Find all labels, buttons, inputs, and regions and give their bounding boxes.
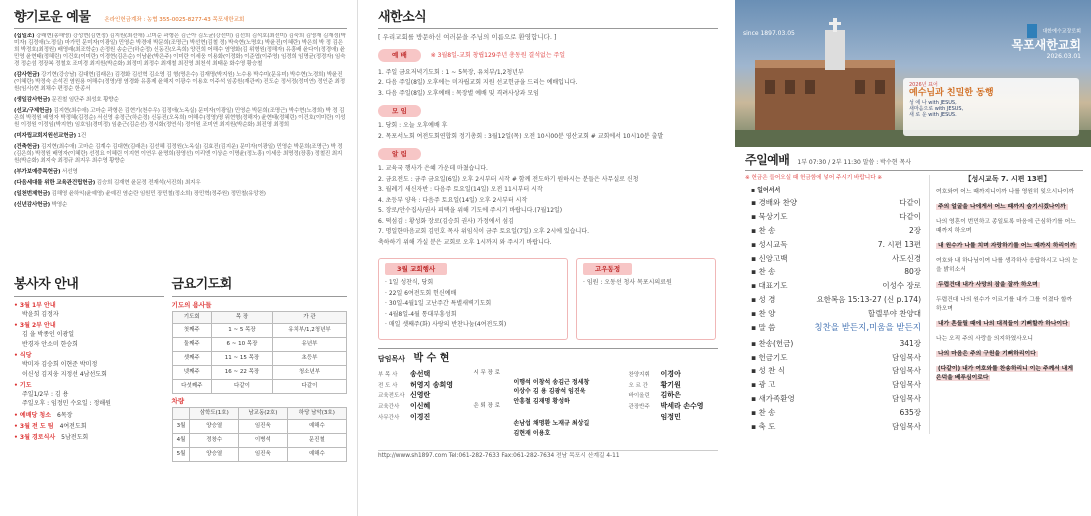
table-cell: 다같이 — [212, 379, 273, 393]
order-value: 담임목사 — [892, 352, 921, 362]
staff-role: 관장반주 — [628, 404, 650, 411]
order-item — [745, 238, 921, 252]
table-cell: 둘째주 — [172, 337, 211, 351]
order-value: 담임목사 — [892, 421, 921, 431]
service-item — [14, 422, 164, 431]
service-text: 4여전도회 — [59, 423, 87, 431]
list-item: 1. 당회 : 오늘 오후예배 후 — [378, 122, 448, 130]
table-cell: 임진욱 — [239, 419, 288, 433]
church-banner — [735, 0, 1091, 147]
order-time: 1부 07:30 / 2부 11:30 말씀 : 박수현 목사 — [797, 159, 912, 166]
order-item — [745, 279, 921, 293]
reading-text: 주의 얼굴을 나에게서 어느 때까지 숨기시겠나이까 — [938, 203, 1066, 210]
table-row — [172, 351, 346, 365]
offering-names: 박영순 — [51, 201, 68, 208]
reading-text: 두렵건대 나의 원수가 이르기를 내가 그를 이겼다 할까 하오며 — [936, 296, 1073, 312]
order-item — [745, 406, 921, 420]
service-text: 박미자 김승희 이현준 박미정 이신성 김지웅 지정선 4남선도회 — [22, 361, 107, 378]
service-section — [14, 277, 164, 461]
table-cell: 16 ~ 22 목장 — [212, 365, 273, 379]
table-cell: 문진철 — [287, 433, 346, 447]
reading-line — [936, 218, 1079, 236]
table-cell: 11 ~ 15 목장 — [212, 351, 273, 365]
table-header: 가 관 — [272, 311, 346, 323]
car-table — [172, 407, 347, 462]
order-label: ▪ 신앙고백 — [751, 253, 788, 263]
list-item: 3. 다음 주일(8일) 오후예배 : 목장별 예배 및 격려사상과 모임 — [378, 89, 539, 97]
reading-text: 나의 마음은 주의 구원을 기뻐하리이다 — [938, 350, 1036, 357]
news-column — [364, 0, 726, 516]
order-item — [745, 293, 921, 307]
worship-note: ※ 3월8일-교회 창립129주년 총동원 결석없는 주일 — [430, 52, 566, 60]
staff-name: 송선택 — [410, 369, 431, 378]
order-label: ▪ 광 고 — [751, 380, 776, 390]
list-item: 6. 떡섬김 : 황성화 장로(김승희 권사) 가정에서 섬김 — [378, 217, 514, 225]
order-item — [745, 364, 921, 378]
meet-list — [378, 121, 718, 142]
table-cell: 넷째주 — [172, 365, 211, 379]
visit-list — [583, 278, 709, 289]
table-cell: 예해수 — [287, 419, 346, 433]
offering-label: (미자립교회지원선교헌금) — [14, 133, 76, 140]
offering-account: 온라인헌금계좌 : 농협 355-0025-8277-43 목포새한교회 — [104, 17, 245, 23]
order-value: 635장 — [899, 408, 921, 418]
staff-row — [378, 390, 467, 401]
staff-name: 임정민 — [660, 413, 681, 422]
table-header: 남교동(2호) — [239, 407, 288, 419]
staff-role: 오 르 간 — [628, 382, 648, 389]
table-row — [172, 365, 346, 379]
church-name: 목포새한교회 — [1011, 38, 1081, 52]
motto: 예수님과 친밀한 동행 — [909, 88, 994, 99]
reading-text: 나의 영혼이 번민하고 종일토록 마음에 근심하기를 어느 때까지 하오며 — [936, 218, 1076, 234]
order-item — [745, 392, 921, 406]
staff-name: 신영란 — [410, 391, 431, 400]
staff-name: 이신혜 — [410, 402, 431, 411]
list-item: · 4월8일-4월 통대부흥성회 — [385, 310, 457, 318]
order-label: ▪ 일어서서 — [751, 186, 781, 194]
offering-list — [14, 33, 347, 271]
order-label: ▪ 찬 송 — [751, 267, 776, 277]
order-value: 요한복음 15:13-27 (신 p.174) — [816, 295, 921, 305]
staff-name: 김하은 — [660, 391, 681, 400]
offering-label: (부가보예증목헌금) — [14, 169, 61, 175]
service-text: 박윤희 김정자 — [22, 310, 59, 318]
table-header: 하당 남악(3호) — [287, 407, 346, 419]
table-cell: 정창수 — [190, 433, 239, 447]
service-head: • 3월 2부 안내 — [14, 322, 56, 330]
offering-label: (다음세대를 위한 교육관건립헌금) — [14, 179, 96, 186]
service-text: 5남전도회 — [61, 434, 89, 442]
service-item — [14, 321, 164, 349]
table-cell: 첫째주 — [172, 323, 211, 337]
service-item — [14, 411, 164, 420]
order-value: 이성수 장로 — [882, 281, 921, 291]
events-label: 3월 교회행사 — [385, 263, 447, 275]
reading-text: (다같이) 내가 여호와를 찬송하리니 이는 주께서 내게 은덕을 베푸심이로다 — [936, 365, 1074, 381]
offering-group — [14, 169, 347, 176]
staff-role: 바이올린 — [628, 393, 650, 400]
order-label: ▪ 찬 양 — [751, 309, 776, 319]
staff-row — [378, 401, 467, 412]
bottom-row — [14, 277, 347, 461]
table-header — [172, 407, 190, 419]
list-item: · 22일 6여전도회 헌신예배 — [385, 289, 457, 297]
order-item — [745, 321, 921, 337]
staff-role: 교육간사 — [378, 404, 400, 411]
offering-column — [0, 0, 358, 516]
reading-list — [936, 188, 1079, 383]
order-item — [745, 196, 921, 210]
table-cell: 다섯째주 — [172, 379, 211, 393]
elders — [473, 369, 622, 447]
since-text: since 1897.03.05 — [743, 30, 795, 37]
order-value: 담임목사 — [892, 394, 921, 404]
list-item: · 30일-4월1일 고난주간 특별새벽기도회 — [385, 300, 492, 308]
table-row — [172, 323, 346, 337]
table-cell: 초등부 — [272, 351, 346, 365]
elders-label: 시 무 장 로 — [473, 369, 500, 376]
news-intro: [ 우리교회를 방문하신 여러분을 주님의 이름으로 환영합니다. ] — [378, 33, 557, 42]
order-value: 80장 — [904, 267, 921, 277]
staff-name: 박세라 손수영 — [660, 402, 704, 411]
table-header: 기도회 — [172, 311, 211, 323]
offering-label: (십일조) — [14, 33, 35, 40]
order-item — [745, 185, 921, 196]
table-cell: 청소년부 — [272, 365, 346, 379]
order-label: ▪ 찬 송 — [751, 225, 776, 235]
service-title: 봉사자 안내 — [14, 277, 79, 293]
reading-line — [936, 296, 1079, 314]
table-cell: 양승열 — [190, 447, 239, 461]
service-text: 주일1/2부 : 김 용 주일오후 : 임정민 수요일 : 정해원 — [22, 391, 111, 408]
staff-row — [378, 380, 467, 391]
staff-name: 이경진 — [410, 413, 431, 422]
table-cell: 양승열 — [190, 419, 239, 433]
reading-line — [936, 335, 1079, 344]
service-item — [14, 301, 164, 320]
offering-label: (감사헌금) — [14, 72, 40, 79]
visit-box — [576, 258, 716, 340]
offering-names: 김지현(최수애) 고마순 김계수 김대현(김래은) 김선혜 김정원(노옥실) 김효진(김지운) 문미자(이광일) 민영순 박문희(조명근) 박 정(김은희) 박정원 배영자(이혜란) 선정요 이혜린 이지현 이연우 윤명희(장영선) 이리엔 이상순 이명윤(정노흥) 이세응 최명정(장흥) 정철진 최지원(박순화) 최지숙 최정규 최지우 최수영 황향순 — [14, 144, 343, 165]
list-item: 7. 명일한마음교회 김민호 목사 위임식이 금주 토요일(7일) 오후 2시에 있습니다. 축하하기 위해 가실 분은 교회로 오후 1시까지 와 주시기 바랍니다. — [378, 228, 589, 246]
order-item — [745, 337, 921, 351]
list-item: 3. 월례기 새신자반 : 다음주 토요일(14일) 오전 11시부터 시작 — [378, 186, 543, 194]
friday-table — [172, 311, 347, 394]
list-item: 1. 교육국 행사가 은혜 가운데 마쳤습니다. — [378, 165, 488, 173]
list-item: 1. 주일 금요저녁기도회 : 1 ~ 5목장, 유치부/1,2청년부 — [378, 68, 524, 76]
retired-names: 손남섭 채명환 노재규 최상길 김현재 이용호 — [513, 420, 590, 437]
reading-text: 내가 흔들릴 때에 나의 대적들이 기뻐할까 하나이다 — [938, 320, 1068, 327]
service-item — [14, 351, 164, 379]
staff-row — [629, 401, 718, 412]
order-item — [745, 224, 921, 238]
list-item: · 1일 성찬식, 당회 — [385, 279, 434, 287]
notice-list — [378, 164, 718, 248]
table-cell: 셋째주 — [172, 351, 211, 365]
meet-pill: 모 임 — [378, 105, 421, 117]
table-cell: 6 ~ 10 목장 — [212, 337, 273, 351]
service-head: • 3월 1부 안내 — [14, 301, 56, 309]
retired-label: 은 퇴 장 로 — [473, 402, 500, 409]
pastor-name: 박 수 현 — [413, 353, 450, 365]
table-row — [172, 447, 346, 461]
order-item — [745, 420, 921, 434]
staff-row — [629, 380, 718, 391]
order-label: ▪ 대표기도 — [751, 281, 788, 291]
staff-row — [378, 369, 467, 380]
offering-names: 강래현(송해영) 강성현(김현정) 김지원(최선애) 고미순 곽형은 김근아 김도균(강선미) 김선희 김석호(최선미) 김숙희 김영재 김재정(박미자) 김정애(노정실) 마가민 문미자(이광일) 민영순 박경애 박문희(조명근) 박선현(김철 정) 박숙현(노명호) 박윤진(이혜란) 박은희 박 정 김은희 박정호(최정원) 배영래(최조학순) 손정원 송순근(하순정) 신동진(오옥희) 양건희 어해수 염영화(김 위형원(정해자) 유흥배 윤다이(정경애) 윤민영 윤현태(정혜린) 이건호(이미란) 이경현(김은순) 이남윤(박은주) 이미란 이세웅 이용화(이정화) 이준엽(이주영) 임경희 임명균(정경자) 임숙경 정순섬 정장복 정철호 조미경 최지원(박순화) 최정미 최정수 최재철 최진영 최천석 최태운 화수영 황승철 — [14, 33, 346, 68]
order-item — [745, 252, 921, 266]
order-item — [745, 378, 921, 392]
staff-name: 황기원 — [660, 380, 681, 389]
table-row — [172, 419, 346, 433]
list-item: 2. 목포서노회 여전도회연합회 정기총회 : 3월12일(목) 오전 10시00분 영산교회 # 교회에서 10시10분 출발 — [378, 132, 664, 140]
staff-role: 사무간사 — [378, 415, 400, 422]
order-value: 칭찬을 받든지,미움을 받든지 — [814, 322, 921, 333]
reading-line — [936, 188, 1079, 197]
offering-names: 1건 — [77, 133, 87, 140]
offering-label: (일천번제헌금) — [14, 190, 50, 197]
order-value: 2장 — [908, 225, 921, 235]
reading-text: 내 원수가 나를 치며 자랑하기를 어느 때까지 하리이까 — [938, 242, 1076, 249]
order-label: ▪ 찬 송 — [751, 408, 776, 418]
staff-list — [378, 369, 467, 447]
visit-label: 고우동정 — [583, 263, 632, 275]
service-head: • 3월 전 도 팀 — [14, 423, 54, 431]
order-item — [745, 351, 921, 365]
list-item: 5. 장로/안수집사/권사 피택을 위해 기도에 주시기 바랍니다.(7월12일) — [378, 207, 563, 215]
order-label: ▪ 묵상기도 — [751, 211, 788, 221]
table-header: 목 장 — [212, 311, 273, 323]
offering-note: ※ 헌금은 들어오실 때 헌금함에 넣어 주시기 바랍니다 ※ — [745, 175, 883, 181]
table-cell: 5월 — [172, 447, 190, 461]
offering-group — [14, 108, 347, 129]
service-text: 6목장 — [57, 411, 73, 419]
offering-label: (신년감사헌금) — [14, 201, 50, 208]
order-label: ▪ 새가족환영 — [751, 394, 795, 404]
church-denomination: 대한예수교장로회 — [1042, 28, 1081, 35]
staff-role: 전 도 사 — [378, 382, 398, 389]
order-value: 담임목사 — [892, 366, 921, 376]
table-header: 삼학도(1호) — [190, 407, 239, 419]
staff-role: 찬양지휘 — [628, 371, 650, 378]
table-cell: 4월 — [172, 433, 190, 447]
offering-label: (건축헌금) — [14, 144, 40, 151]
staff-role: 부 목 사 — [378, 371, 398, 378]
events-row — [378, 258, 718, 340]
offering-label: (생일감사헌금) — [14, 97, 50, 104]
reading-line — [936, 257, 1079, 275]
notice-pill: 알 림 — [378, 148, 421, 160]
list-item: 2. 금요전도 : 금주 금요일(6일) 오후 2시부터 시작 # 함께 전도하기 원하시는 분들은 사무실로 신청 — [378, 175, 639, 183]
offering-header — [14, 10, 347, 29]
events-list — [385, 278, 561, 331]
staff-row — [629, 390, 718, 401]
offering-names: 강기현(강승남) 김대현(김래은) 김경화 김선혁 김소영 김 형(명은수) 김재명(박지원) 노수용 박수미(문유미) 박수현(노경희) 박윤진(이혜란) 박정숙 손석진 염원용 어해수(정영)명 염경화 유흥제 윤해지 이광수 이용호 이주석 임종원(재관씨) 진도순 정서정(정미연) 정인준 최정원(임사)현 최채수 편정순 한종서 — [14, 72, 345, 93]
reading-line — [936, 320, 1079, 329]
table-cell: 유년부 — [272, 337, 346, 351]
order-item — [745, 210, 921, 224]
order-header — [745, 153, 1083, 171]
motto-line-2: 새마음으로 with JESUS, — [909, 105, 964, 112]
table-row — [172, 379, 346, 393]
order-label: ▪ 찬송(헌금) — [751, 338, 794, 348]
offering-group — [14, 180, 347, 187]
car-subtitle: 차량 — [171, 396, 185, 405]
staff-name: 허영지 송희영 — [410, 380, 454, 389]
offering-group — [14, 133, 347, 140]
motto-line-1: 성 에 나 with JESUS, — [909, 99, 957, 106]
offering-group — [14, 33, 347, 68]
service-item — [14, 381, 164, 409]
elders-names: 이행석 이창석 송김근 정세창 이상수 김 용 김광석 임진욱 안흥철 김재명 황성하 — [513, 379, 590, 405]
staff-name: 이경아 — [660, 369, 681, 378]
order-label: ▪ 경배와 찬양 — [751, 198, 798, 208]
friday-section — [172, 277, 347, 461]
staff-row — [629, 369, 718, 380]
friday-subtitle: 기도의 용사들 — [171, 300, 212, 309]
staff-row — [629, 412, 718, 423]
list-item: · 임원 : 오동선 청사 목포시의료원 — [583, 279, 672, 287]
order-value: 다같이 — [899, 211, 921, 221]
motto-box — [903, 78, 1079, 136]
service-head: • 예배당 청소 — [14, 411, 51, 419]
service-head: • 기도 — [14, 381, 32, 389]
offering-label: (선교/구제헌금) — [14, 108, 52, 115]
bulletin-date: 2026.03.01 — [1046, 53, 1081, 60]
friday-title: 금요기도회 — [171, 277, 232, 293]
service-text: 김 을 박종인 이광일 반경자 안소미 한승희 — [22, 331, 78, 348]
order-label: ▪ 축 도 — [751, 421, 776, 431]
table-cell: 예해수 — [287, 447, 346, 461]
order-value: 사도신경 — [892, 253, 921, 263]
table-cell: 3월 — [172, 419, 190, 433]
reading-line — [936, 365, 1079, 383]
motto-line-3: 새 로 운 with JESUS. — [909, 112, 957, 118]
service-list — [14, 301, 164, 443]
order-value: 7. 시편 13편 — [877, 239, 921, 249]
offering-group — [14, 144, 347, 165]
service-head: • 식당 — [14, 351, 32, 359]
cover-column — [735, 0, 1091, 516]
reading-text: 여호와여 어느 때까지니이까 나를 영원히 잊으시나이까 — [936, 188, 1075, 195]
offering-names: 서선영 — [61, 169, 78, 175]
reading-line — [936, 281, 1079, 290]
offering-names: 김지현(최수애) 고마순 곽형은 김현기(천수우) 김정애(노옥실) 문미자(이광일) 민영순 박문희(조명근) 박수현(노경희) 박 정 김은희 박정원 배영자 박정혜(김정순) 서신영 송정근(하순정) 신동진(오옥희) 어해수(정영)명 위현형(정해자) 윤현태(정혜린) 이건호(이미란) 이성원 이정원 이정임(박지현) 임호임(경미정) 임춘근(김순선) 정시화(정연식) 정이원 조미연 최지원(박순화) 최진영 최정희 — [14, 108, 346, 129]
table-cell: 1 ~ 5 목장 — [212, 323, 273, 337]
order-title: 주일예배 — [745, 153, 790, 167]
offering-names: 김해영 윤하익(윤예영) 윤예진 염순란 임원민 장민철(정소희) 장민혁(정주원) 정민철(유앙천) — [51, 190, 266, 197]
offering-names: 문진철 임단주 최성호 황향순 — [51, 97, 119, 104]
reading-text: 나는 오직 주의 사랑을 의지하였사오니 — [936, 335, 1033, 342]
service-head: • 3월 경로식사 — [14, 434, 56, 442]
order-label: ▪ 말 씀 — [751, 322, 776, 332]
offering-group — [14, 191, 347, 198]
list-item: 2. 다음 주일(8일) 오후에는 미자립교회 지원 선교헌금을 드리는 예배입니다. — [378, 79, 578, 86]
order-label: ▪ 성 찬 식 — [751, 366, 785, 376]
offering-group — [14, 72, 347, 93]
events-box — [378, 258, 568, 340]
order-label: ▪ 성 경 — [751, 295, 776, 305]
footer-contact: http://www.sh1897.com Tel:061-282-7633 Fax:061-282-7634 전남 목포시 산계길 4-11 — [378, 450, 718, 460]
table-cell: 임진욱 — [239, 447, 288, 461]
reading-line — [936, 203, 1079, 212]
reading-title: 【성시교독 7. 시편 13편】 — [964, 175, 1051, 183]
offering-title: 향기로운 예물 — [14, 10, 91, 25]
offering-names: 김승희 김재현 윤문정 전재석(서진희) 최지우 — [96, 179, 201, 186]
reading-line — [936, 350, 1079, 359]
table-cell: 이병석 — [239, 433, 288, 447]
table-row — [172, 433, 346, 447]
order-label: ▪ 성시교독 — [751, 239, 788, 249]
order-item — [745, 307, 921, 321]
staff-row — [378, 412, 467, 423]
offering-group — [14, 202, 347, 209]
service-item — [14, 433, 164, 442]
order-value: 할렐루야 찬양대 — [867, 309, 921, 319]
staff-section — [378, 348, 718, 460]
order-label: ▪ 헌금기도 — [751, 352, 788, 362]
reading-text: 여호와 내 하나님이여 나를 생각하사 응답하시고 나의 눈을 밝히소서 — [936, 257, 1078, 273]
music-staff — [629, 369, 718, 447]
reading-line — [936, 242, 1079, 251]
motto-year: 2026년 표어 — [909, 82, 938, 88]
reading-text: 두렵건대 내가 사망의 잠을 잘까 하오며 — [938, 281, 1038, 288]
news-title: 새한소식 — [378, 10, 427, 25]
list-item: 4. 초등부 양육 : 다음주 토요일(14일) 오후 2시부터 시작 — [378, 196, 528, 204]
order-value: 담임목사 — [892, 380, 921, 390]
worship-pill: 예 배 — [378, 49, 421, 61]
table-cell: 유치부/1,2청년부 — [272, 323, 346, 337]
order-value: 341장 — [899, 338, 921, 348]
offering-group — [14, 97, 347, 104]
order-item — [745, 265, 921, 279]
order-value: 다같이 — [899, 198, 921, 208]
table-row — [172, 337, 346, 351]
worship-list — [378, 68, 718, 100]
order-list — [745, 185, 921, 434]
table-cell: 다같이 — [272, 379, 346, 393]
pastor-label: 담임목사 — [378, 355, 406, 364]
list-item: · 매일 셋째주(화) 사랑의 반찬나눔(4여전도회) — [385, 321, 507, 329]
staff-role: 교육전도사 — [378, 393, 405, 400]
